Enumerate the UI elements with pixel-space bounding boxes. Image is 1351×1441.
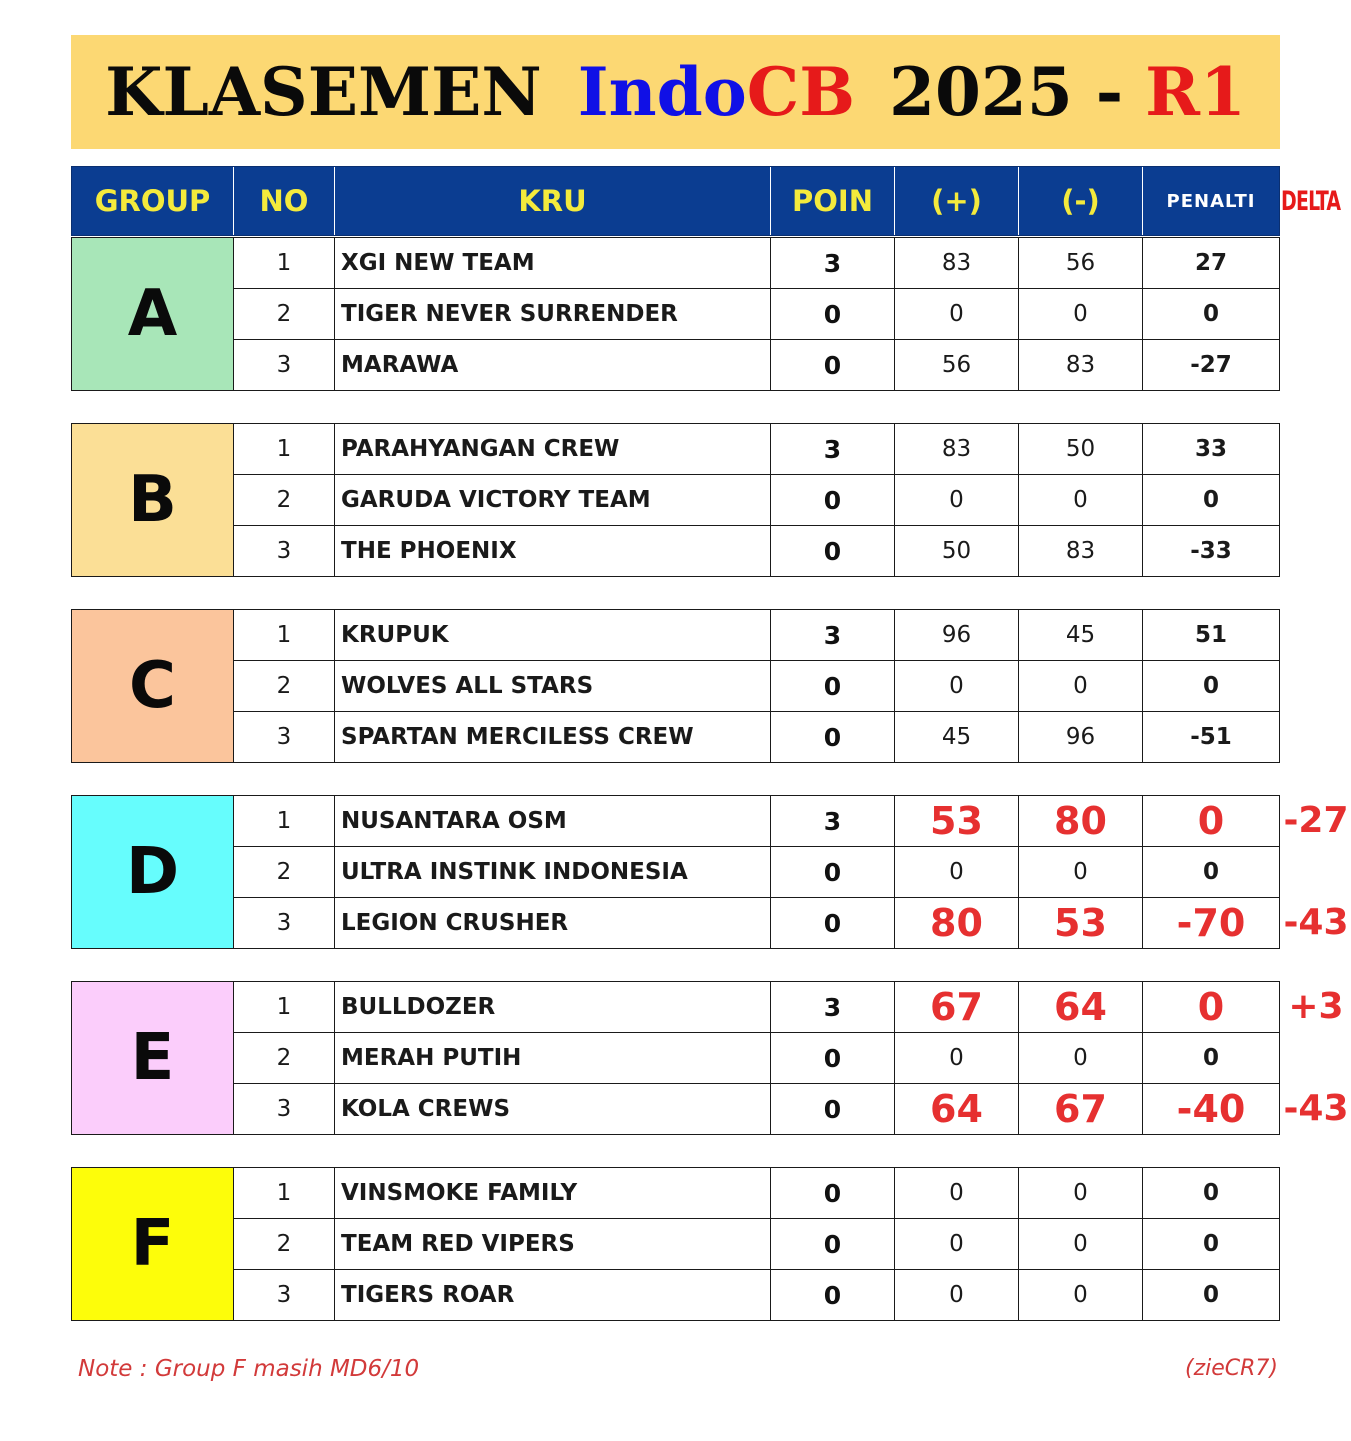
penalti-value: 0 (1202, 1180, 1219, 1206)
table-row (234, 610, 1279, 661)
team-name: THE PHOENIX (335, 526, 771, 576)
table-row (234, 982, 1279, 1033)
plus-value: 56 (895, 340, 1019, 390)
table-row (234, 847, 1279, 898)
points-value: 0 (771, 1219, 895, 1269)
table-row (234, 1084, 1279, 1135)
row-number: 3 (234, 526, 335, 576)
header-no: NO (234, 167, 335, 235)
group-letter: E (72, 982, 234, 1134)
penalti-value: 0 (1202, 1231, 1219, 1257)
group-letter: C (72, 610, 234, 762)
plus-value: 64 (895, 1084, 1019, 1134)
points-value: 0 (771, 712, 895, 762)
group-block-f (71, 1167, 1280, 1321)
table-row (234, 1219, 1279, 1270)
minus-value: 53 (1019, 898, 1143, 948)
team-name: MARAWA (335, 340, 771, 390)
penalti-value: 0 (1197, 799, 1225, 843)
row-number: 2 (234, 475, 335, 525)
team-name: KRUPUK (335, 610, 771, 660)
header-penalti: PENALTI (1166, 190, 1256, 212)
minus-value: 80 (1019, 796, 1143, 846)
delta-value: -27 (1283, 800, 1349, 841)
group-block-e (71, 981, 1280, 1135)
minus-value: 0 (1019, 661, 1143, 711)
points-value: 0 (771, 898, 895, 948)
minus-value: 50 (1019, 424, 1143, 474)
team-name: KOLA CREWS (335, 1084, 771, 1134)
points-value: 0 (771, 475, 895, 525)
header-group: GROUP (72, 167, 234, 235)
table-row (234, 526, 1279, 577)
table-row (234, 898, 1279, 949)
header-delta: DELTA (1281, 186, 1341, 217)
minus-value: 56 (1019, 238, 1143, 288)
title-klasemen: KLASEMEN (105, 53, 542, 131)
penalti-value: -27 (1190, 352, 1232, 378)
group-letter: F (72, 1168, 234, 1320)
points-value: 0 (771, 661, 895, 711)
row-number: 2 (234, 289, 335, 339)
team-name: XGI NEW TEAM (335, 238, 771, 288)
group-letter: B (72, 424, 234, 576)
team-name: SPARTAN MERCILESS CREW (335, 712, 771, 762)
points-value: 3 (771, 796, 895, 846)
row-number: 3 (234, 712, 335, 762)
group-letter: D (72, 796, 234, 948)
row-number: 2 (234, 661, 335, 711)
plus-value: 0 (895, 1219, 1019, 1269)
delta-value: -43 (1283, 902, 1349, 943)
penalti-value: 0 (1197, 985, 1225, 1029)
table-row (234, 424, 1279, 475)
penalti-value: 0 (1202, 673, 1219, 699)
team-name: PARAHYANGAN CREW (335, 424, 771, 474)
penalti-value: 0 (1202, 1282, 1219, 1308)
plus-value: 0 (895, 847, 1019, 897)
group-block-c (71, 609, 1280, 763)
plus-value: 0 (895, 1033, 1019, 1083)
team-name: TIGER NEVER SURRENDER (335, 289, 771, 339)
team-name: NUSANTARA OSM (335, 796, 771, 846)
table-row (234, 1033, 1279, 1084)
penalti-value: 27 (1194, 250, 1227, 276)
title-indo: Indo (577, 53, 747, 131)
minus-value: 96 (1019, 712, 1143, 762)
team-name: WOLVES ALL STARS (335, 661, 771, 711)
minus-value: 0 (1019, 289, 1143, 339)
row-number: 1 (234, 1168, 335, 1218)
table-row (234, 796, 1279, 847)
penalti-value: 0 (1202, 301, 1219, 327)
row-number: 1 (234, 982, 335, 1032)
table-row (234, 475, 1279, 526)
minus-value: 67 (1019, 1084, 1143, 1134)
group-block-a (71, 237, 1280, 391)
plus-value: 0 (895, 1168, 1019, 1218)
group-block-d (71, 795, 1280, 949)
header-minus: (-) (1019, 167, 1143, 235)
points-value: 0 (771, 340, 895, 390)
penalti-value: -40 (1176, 1087, 1246, 1131)
points-value: 0 (771, 847, 895, 897)
plus-value: 83 (895, 238, 1019, 288)
plus-value: 96 (895, 610, 1019, 660)
plus-value: 80 (895, 898, 1019, 948)
table-header (71, 166, 1280, 236)
plus-value: 0 (895, 1270, 1019, 1320)
minus-value: 45 (1019, 610, 1143, 660)
penalti-value: -51 (1190, 724, 1232, 750)
points-value: 0 (771, 1168, 895, 1218)
row-number: 1 (234, 238, 335, 288)
points-value: 0 (771, 526, 895, 576)
minus-value: 83 (1019, 526, 1143, 576)
header-kru: KRU (335, 167, 771, 235)
plus-value: 67 (895, 982, 1019, 1032)
minus-value: 0 (1019, 1168, 1143, 1218)
plus-value: 45 (895, 712, 1019, 762)
footer-note: Note : Group F masih MD6/10 (78, 1356, 420, 1382)
group-letter: A (72, 238, 234, 390)
plus-value: 0 (895, 475, 1019, 525)
points-value: 0 (771, 289, 895, 339)
team-name: TEAM RED VIPERS (335, 1219, 771, 1269)
team-name: LEGION CRUSHER (335, 898, 771, 948)
points-value: 0 (771, 1270, 895, 1320)
penalti-value: -33 (1190, 538, 1232, 564)
table-row (234, 712, 1279, 763)
table-row (234, 661, 1279, 712)
plus-value: 50 (895, 526, 1019, 576)
plus-value: 83 (895, 424, 1019, 474)
row-number: 2 (234, 847, 335, 897)
title-banner (71, 35, 1280, 149)
table-row (234, 289, 1279, 340)
footer-credit: (zieCR7) (1185, 1356, 1279, 1381)
plus-value: 0 (895, 289, 1019, 339)
penalti-value: 33 (1194, 436, 1227, 462)
row-number: 3 (234, 1270, 335, 1320)
row-number: 1 (234, 610, 335, 660)
team-name: GARUDA VICTORY TEAM (335, 475, 771, 525)
title-round: R1 (1145, 53, 1246, 131)
points-value: 0 (771, 1084, 895, 1134)
row-number: 3 (234, 340, 335, 390)
team-name: MERAH PUTIH (335, 1033, 771, 1083)
points-value: 3 (771, 610, 895, 660)
team-name: VINSMOKE FAMILY (335, 1168, 771, 1218)
team-name: TIGERS ROAR (335, 1270, 771, 1320)
penalti-value: 0 (1202, 487, 1219, 513)
plus-value: 0 (895, 661, 1019, 711)
row-number: 3 (234, 1084, 335, 1134)
row-number: 1 (234, 424, 335, 474)
delta-value: -43 (1283, 1088, 1349, 1129)
minus-value: 83 (1019, 340, 1143, 390)
title-cb: CB (746, 53, 856, 131)
points-value: 0 (771, 1033, 895, 1083)
row-number: 1 (234, 796, 335, 846)
table-row (234, 340, 1279, 391)
minus-value: 64 (1019, 982, 1143, 1032)
minus-value: 0 (1019, 847, 1143, 897)
header-plus: (+) (895, 167, 1019, 235)
points-value: 3 (771, 982, 895, 1032)
delta-value: +3 (1288, 986, 1344, 1027)
table-row (234, 1168, 1279, 1219)
minus-value: 0 (1019, 1033, 1143, 1083)
group-block-b (71, 423, 1280, 577)
team-name: ULTRA INSTINK INDONESIA (335, 847, 771, 897)
points-value: 3 (771, 424, 895, 474)
title-year: 2025 - (889, 53, 1124, 131)
minus-value: 0 (1019, 475, 1143, 525)
row-number: 3 (234, 898, 335, 948)
table-row (234, 1270, 1279, 1321)
points-value: 3 (771, 238, 895, 288)
penalti-value: 0 (1202, 859, 1219, 885)
penalti-value: 51 (1194, 622, 1227, 648)
plus-value: 53 (895, 796, 1019, 846)
minus-value: 0 (1019, 1270, 1143, 1320)
header-poin: POIN (771, 167, 895, 235)
row-number: 2 (234, 1219, 335, 1269)
table-row (234, 238, 1279, 289)
penalti-value: -70 (1176, 901, 1246, 945)
minus-value: 0 (1019, 1219, 1143, 1269)
penalti-value: 0 (1202, 1045, 1219, 1071)
team-name: BULLDOZER (335, 982, 771, 1032)
row-number: 2 (234, 1033, 335, 1083)
